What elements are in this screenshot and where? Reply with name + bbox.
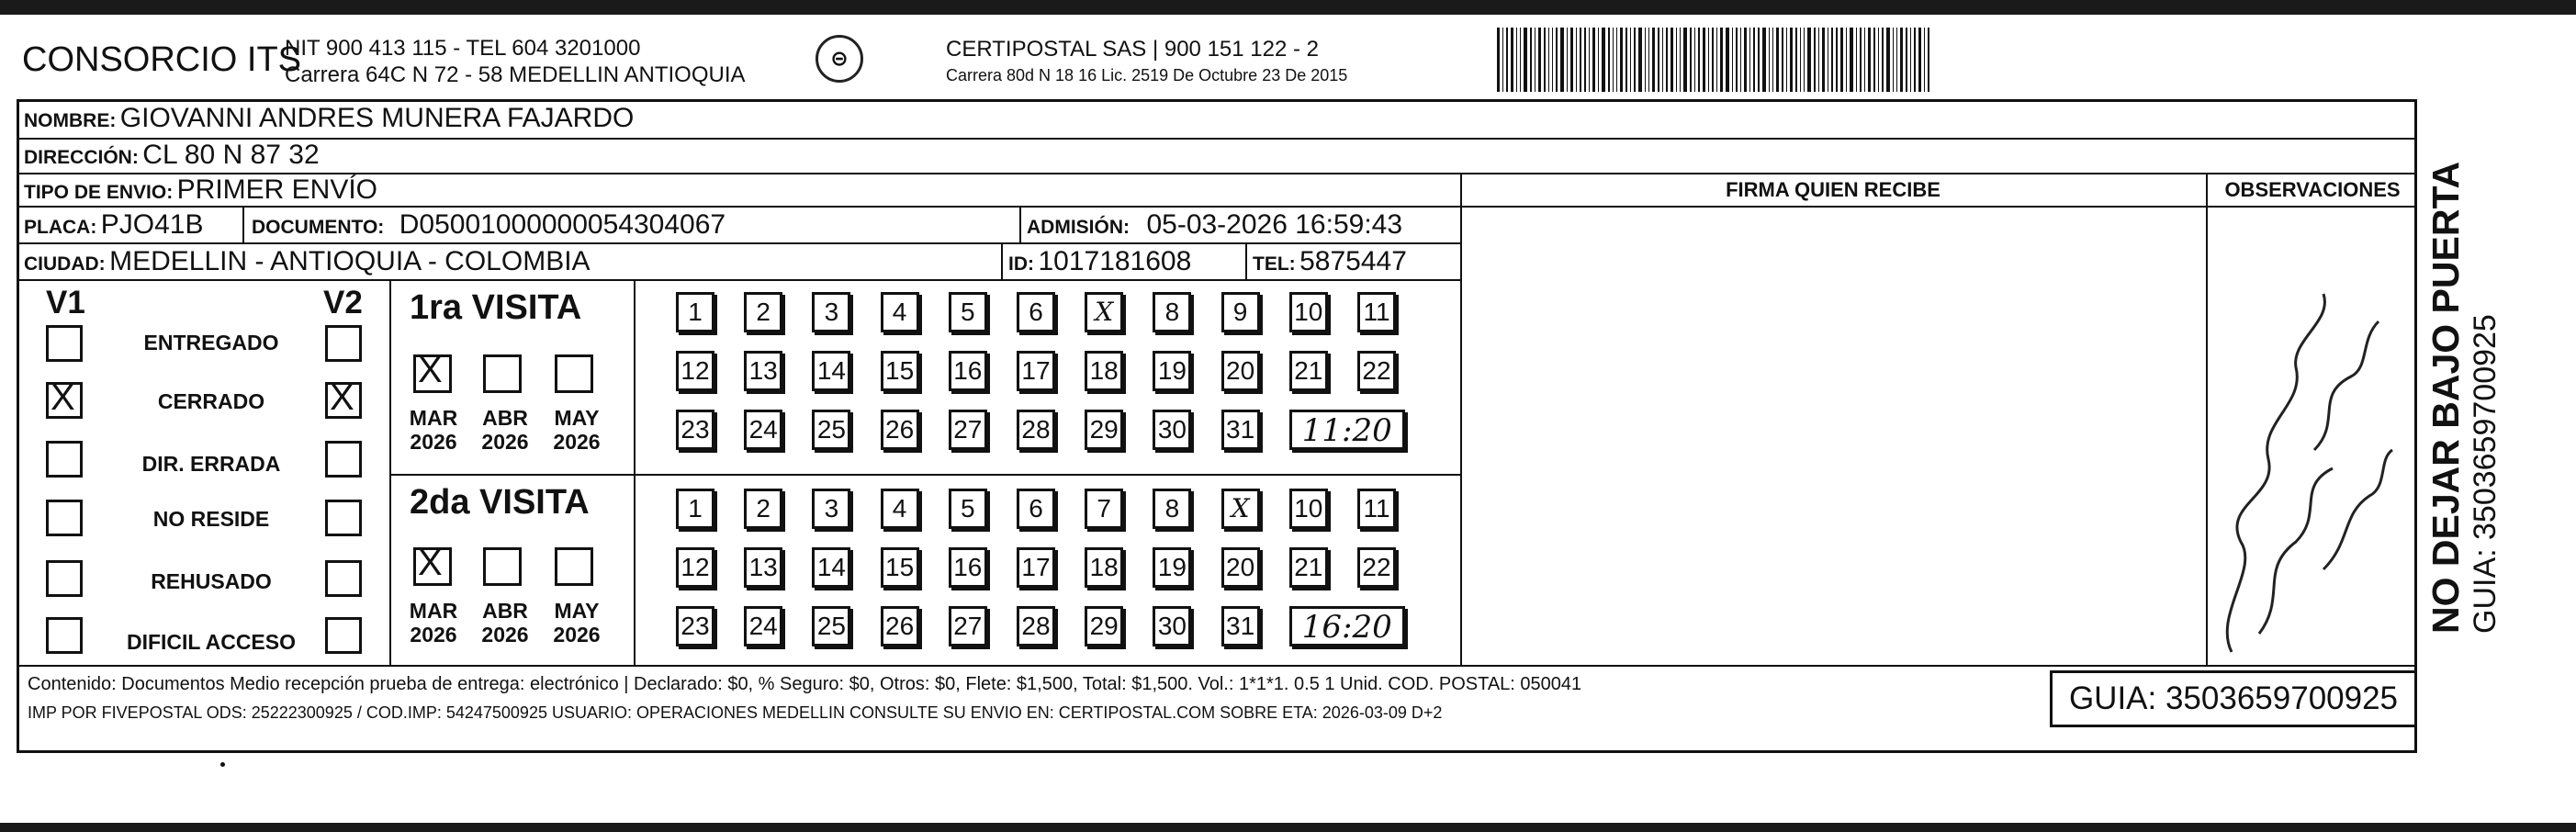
certipostal-line1: CERTIPOSTAL SAS | 900 151 122 - 2 xyxy=(946,37,1319,62)
second-visit-day-4[interactable]: 4 xyxy=(881,489,919,529)
certipostal-info xyxy=(946,37,1347,88)
second-visit-time: 16:20 xyxy=(1289,606,1405,646)
barcode-bar xyxy=(1690,28,1692,92)
first-visit-day-13[interactable]: 13 xyxy=(744,351,782,391)
first-visit-day-11[interactable]: 11 xyxy=(1357,292,1396,332)
barcode-bar xyxy=(1795,28,1797,92)
barcode-bar xyxy=(1502,28,1503,92)
barcode-bar xyxy=(1538,28,1541,92)
barcode-bar xyxy=(1662,28,1663,92)
barcode-bar xyxy=(1648,28,1649,92)
barcode-bar xyxy=(1807,28,1811,92)
barcode-bar xyxy=(1910,28,1911,92)
barcode-bar xyxy=(1625,28,1627,92)
admision-label: ADMISIÓN: xyxy=(1027,217,1130,238)
first-visit-day-10[interactable]: 10 xyxy=(1289,292,1328,332)
first-visit-day-1[interactable]: 1 xyxy=(676,292,714,332)
v2-rehusado-checkbox[interactable] xyxy=(325,560,362,597)
barcode-bar xyxy=(1670,28,1673,92)
barcode-bar xyxy=(1530,28,1532,92)
barcode-bar xyxy=(1708,28,1709,92)
v1-rehusado-checkbox[interactable] xyxy=(46,560,83,597)
second-visit-day-9[interactable]: X xyxy=(1221,489,1260,529)
ciudad-field xyxy=(24,246,591,277)
barcode-bar xyxy=(1868,28,1871,92)
firma-header: FIRMA QUIEN RECIBE xyxy=(1726,178,1940,201)
barcode-bar xyxy=(1620,28,1623,92)
barcode-bar xyxy=(1676,28,1677,92)
top-border xyxy=(0,0,2576,15)
first-visit-day-12[interactable]: 12 xyxy=(676,351,714,391)
side-notice xyxy=(2424,162,2503,634)
barcode-bar xyxy=(1544,28,1546,92)
second-month-label: ABR 2026 xyxy=(481,599,529,646)
barcode-bar xyxy=(1846,28,1847,92)
first-visit-day-21[interactable]: 21 xyxy=(1289,351,1328,391)
first-visit-day-8[interactable]: 8 xyxy=(1153,292,1191,332)
first-month-label: ABR 2026 xyxy=(481,406,529,454)
certipostal-logo-icon: ⊝ xyxy=(816,35,863,83)
barcode-bar xyxy=(1782,28,1783,92)
barcode-bar xyxy=(1762,28,1766,92)
divider xyxy=(17,206,1460,208)
footer-content-line: Contenido: Documentos Medio recepción prueba de entrega: electrónico | Declarado: $0, % Seguro: $0, Otros: $0, Flete: $1,500, Total: $1,500. Vol.: 1*1*1. 0.5 1 Unid. COD. POSTAL: 050041 xyxy=(28,674,1582,694)
documento-label: DOCUMENTO: xyxy=(252,217,385,238)
barcode-bar xyxy=(1850,28,1853,92)
id-field xyxy=(1008,246,1191,277)
barcode-bar xyxy=(1506,28,1508,92)
first-visit-day-26[interactable]: 26 xyxy=(881,410,919,450)
second-visit-day-5[interactable]: 5 xyxy=(949,489,987,529)
barcode-bar xyxy=(1769,28,1770,92)
v1-cerrado-checkbox[interactable] xyxy=(46,377,83,419)
v2-dir-errada-checkbox[interactable] xyxy=(325,441,362,478)
barcode-bar xyxy=(1698,28,1700,92)
status-cerrado: CERRADO xyxy=(157,389,265,413)
second-visit-day-15[interactable]: 15 xyxy=(881,547,919,588)
first-visit-day-28[interactable]: 28 xyxy=(1017,410,1055,450)
barcode-bar xyxy=(1882,28,1884,92)
barcode-bar xyxy=(1906,28,1907,92)
barcode-bar xyxy=(1556,28,1558,92)
tipo-label: TIPO DE ENVIO: xyxy=(24,182,174,203)
barcode-bar xyxy=(1680,28,1681,92)
second-month-label: MAR 2026 xyxy=(409,599,458,646)
barcode-bar xyxy=(1524,28,1527,92)
v1-entregado-checkbox[interactable] xyxy=(46,325,83,362)
first-visit-day-15[interactable]: 15 xyxy=(881,351,919,391)
barcode-bar xyxy=(1567,28,1568,92)
first-visit-day-4[interactable]: 4 xyxy=(881,292,919,332)
second-visit-day-8[interactable]: 8 xyxy=(1153,489,1191,529)
first-visit-day-16[interactable]: 16 xyxy=(949,351,987,391)
stray-dot xyxy=(220,762,225,767)
placa-label: PLACA: xyxy=(24,217,97,238)
v1-dir-errada-checkbox[interactable] xyxy=(46,441,83,478)
barcode-bar xyxy=(1720,28,1723,92)
barcode-bar xyxy=(1570,28,1573,92)
second-visit-day-10[interactable]: 10 xyxy=(1289,489,1328,529)
barcode-bar xyxy=(1712,28,1714,92)
first-visit-title: 1ra VISITA xyxy=(410,288,582,327)
v1-no-reside-checkbox[interactable] xyxy=(46,500,83,536)
second-visit-day-20[interactable]: 20 xyxy=(1221,547,1260,588)
barcode-bar xyxy=(1552,28,1553,92)
admision-field xyxy=(1027,209,1402,241)
barcode-bar xyxy=(1576,28,1577,92)
divider xyxy=(1460,206,2417,208)
barcode-bar xyxy=(1878,28,1879,92)
second-visit-day-17[interactable]: 17 xyxy=(1017,547,1055,588)
documento-value: D05001000000054304067 xyxy=(399,209,726,240)
status-dir-errada: DIR. ERRADA xyxy=(141,452,281,476)
barcode-bar xyxy=(1694,28,1695,92)
divider xyxy=(17,279,1460,281)
tel-value: 5875447 xyxy=(1299,246,1407,276)
barcode-bar xyxy=(1860,28,1862,92)
check-mark: X xyxy=(418,350,443,390)
second-visit-day-7[interactable]: 7 xyxy=(1085,489,1123,529)
second-month-label: MAY 2026 xyxy=(553,599,601,646)
barcode-bar xyxy=(1914,28,1916,92)
barcode-bar xyxy=(1613,28,1614,92)
barcode-bar xyxy=(1744,28,1747,92)
barcode-bar xyxy=(1822,28,1825,92)
ciudad-label: CIUDAD: xyxy=(24,253,106,275)
direccion-value: CL 80 N 87 32 xyxy=(142,140,320,170)
divider xyxy=(1460,173,1462,665)
v2-dificil-acceso-checkbox[interactable] xyxy=(325,617,362,654)
barcode xyxy=(1497,28,2158,92)
barcode-bar xyxy=(1645,28,1646,92)
barcode-bar xyxy=(1726,28,1729,92)
tel-field xyxy=(1253,246,1407,277)
first-visit-day-9[interactable]: 9 xyxy=(1221,292,1260,332)
second-visit-day-23[interactable]: 23 xyxy=(676,606,714,646)
v2-no-reside-checkbox[interactable] xyxy=(325,500,362,536)
second-visit-day-31[interactable]: 31 xyxy=(1221,606,1260,646)
second-visit-day-22[interactable]: 22 xyxy=(1357,547,1396,588)
second-visit-day-18[interactable]: 18 xyxy=(1085,547,1123,588)
divider xyxy=(242,206,244,242)
second-visit-day-2[interactable]: 2 xyxy=(744,489,782,529)
second-visit-day-11[interactable]: 11 xyxy=(1357,489,1396,529)
first-visit-day-22[interactable]: 22 xyxy=(1357,351,1396,391)
first-visit-day-14[interactable]: 14 xyxy=(812,351,850,391)
barcode-bar xyxy=(1864,28,1865,92)
barcode-bar xyxy=(1814,28,1816,92)
first-visit-day-30[interactable]: 30 xyxy=(1153,410,1191,450)
barcode-bar xyxy=(1608,28,1610,92)
second-visit-day-25[interactable]: 25 xyxy=(812,606,850,646)
certipostal-line2: Carrera 80d N 18 16 Lic. 2519 De Octubre 23 De 2015 xyxy=(946,66,1348,84)
second-visit-day-24[interactable]: 24 xyxy=(744,606,782,646)
first-visit-day-17[interactable]: 17 xyxy=(1017,351,1055,391)
divider xyxy=(17,242,1460,244)
nombre-value: GIOVANNI ANDRES MUNERA FAJARDO xyxy=(119,103,635,133)
second-visit-day-1[interactable]: 1 xyxy=(676,489,714,529)
first-visit-day-27[interactable]: 27 xyxy=(949,410,987,450)
barcode-bar xyxy=(1900,28,1903,92)
status-rehusado: REHUSADO xyxy=(151,569,272,593)
barcode-bar xyxy=(1616,28,1617,92)
barcode-bar xyxy=(1800,28,1801,92)
status-dificil-acceso: DIFICIL ACCESO xyxy=(126,630,296,654)
divider xyxy=(1019,206,1021,242)
barcode-bar xyxy=(1732,28,1733,92)
first-visit-day-2[interactable]: 2 xyxy=(744,292,782,332)
second-visit-day-28[interactable]: 28 xyxy=(1017,606,1055,646)
first-month-label: MAY 2026 xyxy=(553,406,601,454)
v2-header: V2 xyxy=(323,285,363,320)
first-visit-day-19[interactable]: 19 xyxy=(1153,351,1191,391)
second-visit-day-12[interactable]: 12 xyxy=(676,547,714,588)
barcode-bar xyxy=(1740,28,1741,92)
direccion-row xyxy=(24,140,320,171)
nombre-row xyxy=(24,103,634,134)
barcode-bar xyxy=(1497,28,1500,92)
second-visit-day-19[interactable]: 19 xyxy=(1153,547,1191,588)
barcode-bar xyxy=(1658,28,1659,92)
first-visit-day-18[interactable]: 18 xyxy=(1085,351,1123,391)
v1-header: V1 xyxy=(46,285,85,320)
no-dejar-notice: NO DEJAR BAJO PUERTA xyxy=(2424,161,2467,634)
tel-label: TEL: xyxy=(1253,253,1296,275)
barcode-bar xyxy=(1836,28,1838,92)
barcode-bar xyxy=(1580,28,1581,92)
side-guia: GUIA: 3503659700925 xyxy=(2468,314,2503,634)
first-visit-day-20[interactable]: 20 xyxy=(1221,351,1260,391)
barcode-bar xyxy=(1511,28,1513,92)
second-month-mar-checkbox[interactable] xyxy=(413,543,452,586)
barcode-bar xyxy=(1634,28,1636,92)
barcode-bar xyxy=(1790,28,1793,92)
address-line: Carrera 64C N 72 - 58 MEDELLIN ANTIOQUIA xyxy=(285,62,746,87)
bottom-border xyxy=(0,823,2576,832)
second-visit-day-3[interactable]: 3 xyxy=(812,489,850,529)
tipo-value: PRIMER ENVÍO xyxy=(176,174,378,205)
second-visit-day-16[interactable]: 16 xyxy=(949,547,987,588)
ciudad-value: MEDELLIN - ANTIOQUIA - COLOMBIA xyxy=(109,246,591,276)
barcode-bar xyxy=(1520,28,1521,92)
first-visit-day-7[interactable]: X xyxy=(1085,292,1123,332)
barcode-bar xyxy=(1592,28,1595,92)
barcode-bar xyxy=(1856,28,1857,92)
v2-cerrado-checkbox[interactable] xyxy=(325,377,362,419)
barcode-bar xyxy=(1652,28,1655,92)
divider xyxy=(17,665,2417,667)
barcode-bar xyxy=(1758,28,1760,92)
second-visit-day-29[interactable]: 29 xyxy=(1085,606,1123,646)
first-visit-day-24[interactable]: 24 xyxy=(744,410,782,450)
company-name: CONSORCIO ITS xyxy=(22,40,302,79)
first-visit-time: 11:20 xyxy=(1289,410,1405,450)
admision-value: 05-03-2026 16:59:43 xyxy=(1146,209,1403,240)
first-month-label: MAR 2026 xyxy=(409,406,458,454)
barcode-bar xyxy=(1560,28,1564,92)
id-value: 1017181608 xyxy=(1038,246,1192,276)
first-visit-day-5[interactable]: 5 xyxy=(949,292,987,332)
second-visit-day-27[interactable]: 27 xyxy=(949,606,987,646)
divider xyxy=(1001,242,1003,279)
barcode-bar xyxy=(1873,28,1875,92)
barcode-bar xyxy=(1928,28,1929,92)
first-month-abr-checkbox[interactable] xyxy=(483,354,522,393)
observation-handwriting xyxy=(2204,266,2397,670)
check-mark: X xyxy=(51,377,75,418)
barcode-bar xyxy=(1804,28,1805,92)
status-no-reside: NO RESIDE xyxy=(152,507,270,531)
direccion-label: DIRECCIÓN: xyxy=(24,147,139,168)
barcode-bar xyxy=(1630,28,1631,92)
barcode-bar xyxy=(1818,28,1819,92)
second-visit-day-14[interactable]: 14 xyxy=(812,547,850,588)
barcode-bar xyxy=(1896,28,1897,92)
divider xyxy=(389,474,1460,476)
nit-line: NIT 900 413 115 - TEL 604 3201000 xyxy=(285,36,641,61)
divider xyxy=(17,138,2417,140)
barcode-bar xyxy=(1886,28,1890,92)
first-visit-day-25[interactable]: 25 xyxy=(812,410,850,450)
barcode-bar xyxy=(1589,28,1590,92)
first-visit-day-6[interactable]: 6 xyxy=(1017,292,1055,332)
barcode-bar xyxy=(1736,28,1738,92)
barcode-bar xyxy=(1598,28,1599,92)
divider xyxy=(1245,242,1247,279)
placa-field xyxy=(24,209,204,241)
first-month-may-checkbox[interactable] xyxy=(555,354,593,393)
barcode-bar xyxy=(1753,28,1755,92)
second-visit-day-26[interactable]: 26 xyxy=(881,606,919,646)
barcode-bar xyxy=(1924,28,1925,92)
company-info xyxy=(285,35,746,88)
tipo-row xyxy=(24,174,377,206)
first-month-mar-checkbox[interactable] xyxy=(413,350,452,393)
second-visit-day-21[interactable]: 21 xyxy=(1289,547,1328,588)
barcode-bar xyxy=(1786,28,1787,92)
barcode-bar xyxy=(1666,28,1668,92)
first-visit-day-3[interactable]: 3 xyxy=(812,292,850,332)
guia-number: GUIA: 3503659700925 xyxy=(2050,670,2417,727)
barcode-bar xyxy=(1831,28,1833,92)
barcode-bar xyxy=(1638,28,1642,92)
nombre-label: NOMBRE: xyxy=(24,110,117,131)
barcode-bar xyxy=(1840,28,1843,92)
barcode-bar xyxy=(1516,28,1517,92)
barcode-bar xyxy=(1918,28,1921,92)
v2-entregado-checkbox[interactable] xyxy=(325,325,362,362)
divider xyxy=(389,279,391,665)
id-label: ID: xyxy=(1008,253,1034,275)
divider xyxy=(634,279,636,665)
barcode-bar xyxy=(1772,28,1773,92)
barcode-bar xyxy=(1683,28,1687,92)
second-month-abr-checkbox[interactable] xyxy=(483,547,522,586)
documento-field xyxy=(252,209,726,241)
barcode-bar xyxy=(1703,28,1705,92)
barcode-bar xyxy=(1602,28,1605,92)
placa-value: PJO41B xyxy=(100,209,204,240)
v1-dificil-acceso-checkbox[interactable] xyxy=(46,617,83,654)
barcode-bar xyxy=(1548,28,1549,92)
footer-print-line: IMP POR FIVEPOSTAL ODS: 25222300925 / COD.IMP: 54247500925 USUARIO: OPERACIONES MEDELLIN CONSULTE SU ENVIO EN: CERTIPOSTAL.COM SOBRE ETA: 2026-03-09 D+2 xyxy=(28,703,1443,722)
second-visit-day-6[interactable]: 6 xyxy=(1017,489,1055,529)
second-visit-day-13[interactable]: 13 xyxy=(744,547,782,588)
barcode-bar xyxy=(1716,28,1717,92)
first-visit-day-23[interactable]: 23 xyxy=(676,410,714,450)
check-mark: X xyxy=(330,377,354,418)
observaciones-header: OBSERVACIONES xyxy=(2224,178,2401,201)
first-visit-day-31[interactable]: 31 xyxy=(1221,410,1260,450)
status-entregado: ENTREGADO xyxy=(143,331,279,354)
check-mark: X xyxy=(418,543,443,583)
second-month-may-checkbox[interactable] xyxy=(555,547,593,586)
first-visit-day-29[interactable]: 29 xyxy=(1085,410,1123,450)
barcode-bar xyxy=(1776,28,1779,92)
second-visit-title: 2da VISITA xyxy=(410,483,590,522)
barcode-bar xyxy=(1893,28,1894,92)
second-visit-day-30[interactable]: 30 xyxy=(1153,606,1191,646)
barcode-bar xyxy=(1584,28,1586,92)
barcode-bar xyxy=(1749,28,1750,92)
